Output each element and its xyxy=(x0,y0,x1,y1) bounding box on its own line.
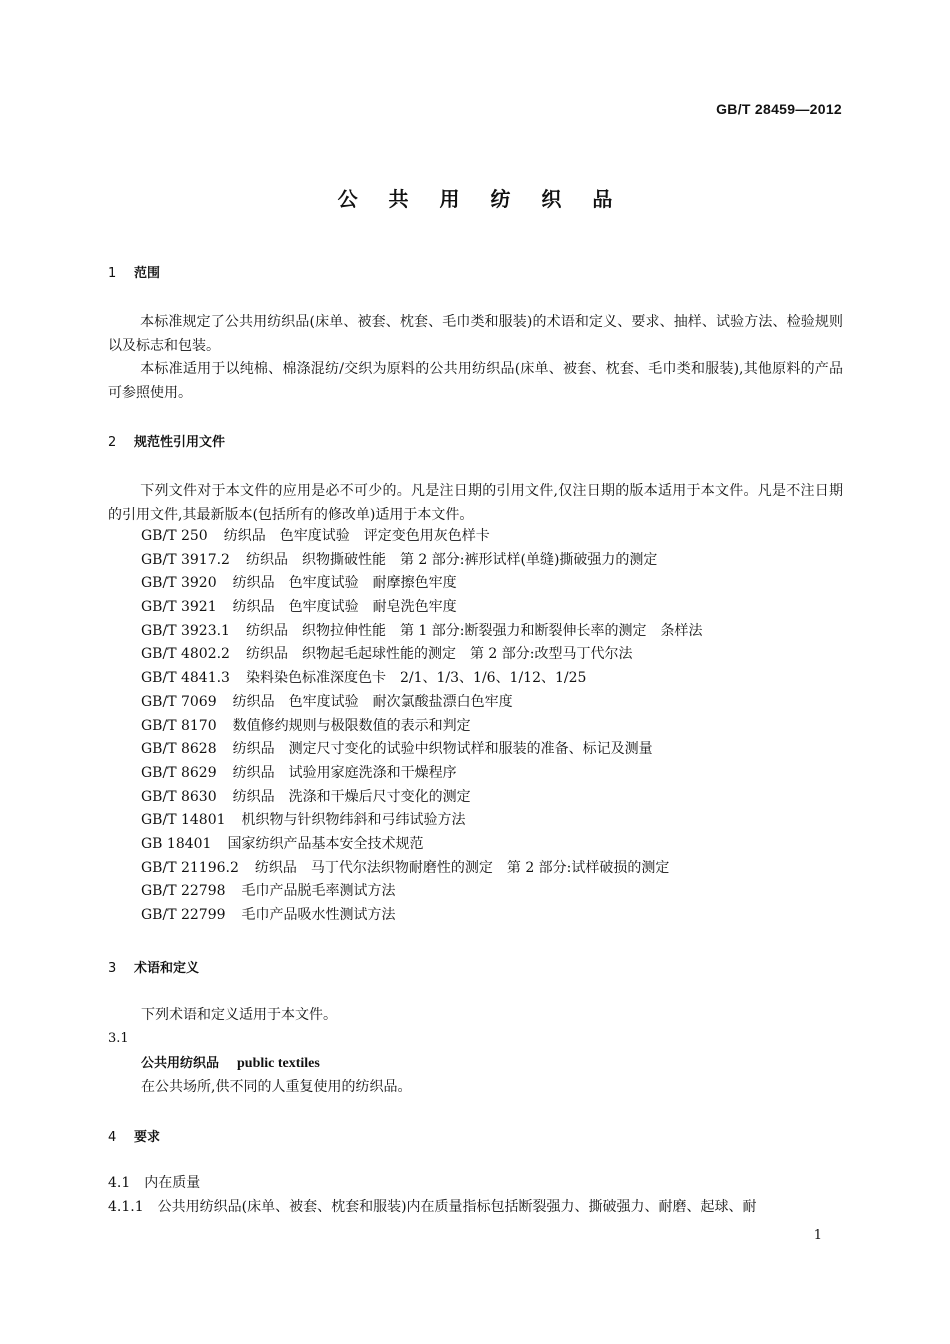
reference-code: GB/T 14801 xyxy=(141,812,226,829)
reference-item xyxy=(141,809,703,833)
reference-title: 纺织品 测定尺寸变化的试验中织物试样和服装的准备、标记及测量 xyxy=(232,741,653,758)
subsubsection-text: 公共用纺织品(床单、被套、枕套和服装)内在质量指标包括断裂强力、撕破强力、耐磨、起球、耐 xyxy=(157,1199,757,1215)
section-title: 范围 xyxy=(134,266,161,281)
subsubsection-number: 4.1.1 xyxy=(108,1199,144,1215)
reference-title: 纺织品 织物起毛起球性能的测定 第 2 部分:改型马丁代尔法 xyxy=(245,646,633,663)
reference-title: 纺织品 色牢度试验 耐皂洗色牢度 xyxy=(232,599,457,616)
reference-code: GB/T 3917.2 xyxy=(141,551,230,568)
reference-item xyxy=(141,738,703,762)
reference-item xyxy=(141,857,703,881)
reference-title: 纺织品 织物撕破性能 第 2 部分:裤形试样(单缝)撕破强力的测定 xyxy=(245,551,658,568)
reference-code: GB/T 4841.3 xyxy=(141,670,230,687)
term-chinese: 公共用纺织品 xyxy=(141,1056,220,1071)
term-english: public textiles xyxy=(237,1056,320,1071)
section-title: 要求 xyxy=(134,1130,161,1145)
reference-code: GB/T 8629 xyxy=(141,764,217,781)
reference-item xyxy=(141,833,703,857)
reference-item xyxy=(141,786,703,810)
refs-intro-paragraph xyxy=(108,479,843,527)
reference-title: 纺织品 色牢度试验 耐次氯酸盐漂白色牢度 xyxy=(232,693,513,710)
section-1-heading xyxy=(108,262,160,281)
reference-title: 毛巾产品吸水性测试方法 xyxy=(241,907,396,923)
reference-title: 毛巾产品脱毛率测试方法 xyxy=(241,883,396,900)
reference-list xyxy=(141,525,703,928)
reference-item xyxy=(141,620,703,644)
reference-title: 染料染色标准深度色卡 2/1、1/3、1/6、1/12、1/25 xyxy=(245,670,587,687)
reference-title: 国家纺织产品基本安全技术规范 xyxy=(227,835,424,852)
scope-paragraph-2-text: 本标准适用于以纯棉、棉涤混纺/交织为原料的公共用纺织品(床单、被套、枕套、毛巾类和服装),其他原料的产品可参照使用。 xyxy=(108,361,843,401)
refs-intro-text: 下列文件对于本文件的应用是必不可少的。凡是注日期的引用文件,仅注日期的版本适用于本文件。凡是不注日期的引用文件,其最新版本(包括所有的修改单)适用于本文件。 xyxy=(108,483,843,523)
page-number: 1 xyxy=(813,1228,822,1243)
reference-code: GB 18401 xyxy=(141,835,212,852)
section-title: 规范性引用文件 xyxy=(134,435,226,450)
reference-title: 纺织品 洗涤和干燥后尺寸变化的测定 xyxy=(232,788,471,805)
reference-item xyxy=(141,549,703,573)
standard-number: GB/T 28459—2012 xyxy=(716,101,842,117)
reference-code: GB/T 21196.2 xyxy=(141,859,239,876)
reference-title: 数值修约规则与极限数值的表示和判定 xyxy=(232,717,471,734)
section-number: 2 xyxy=(108,435,117,450)
document-title: 公 共 用 纺 织 品 xyxy=(337,187,625,211)
term-entry xyxy=(141,1051,320,1076)
reference-code: GB/T 22799 xyxy=(141,907,226,923)
scope-paragraph-2 xyxy=(108,357,843,405)
reference-item xyxy=(141,880,703,904)
subsection-number: 4.1 xyxy=(108,1175,131,1191)
reference-item xyxy=(141,762,703,786)
section-number: 1 xyxy=(108,266,117,281)
terms-intro: 下列术语和定义适用于本文件。 xyxy=(141,1007,337,1023)
reference-code: GB/T 3921 xyxy=(141,599,217,616)
section-3-heading xyxy=(108,957,199,976)
reference-title: 纺织品 马丁代尔法织物耐磨性的测定 第 2 部分:试样破损的测定 xyxy=(254,859,670,876)
reference-code: GB/T 22798 xyxy=(141,883,226,900)
reference-title: 纺织品 色牢度试验 耐摩擦色牢度 xyxy=(232,575,457,592)
section-2-heading xyxy=(108,431,225,450)
reference-code: GB/T 8630 xyxy=(141,788,217,805)
reference-code: GB/T 8628 xyxy=(141,741,217,758)
reference-code: GB/T 8170 xyxy=(141,717,217,734)
reference-item xyxy=(141,715,703,739)
reference-code: GB/T 3923.1 xyxy=(141,622,230,639)
subsection-title: 内在质量 xyxy=(144,1175,201,1191)
reference-code: GB/T 250 xyxy=(141,528,208,544)
reference-item xyxy=(141,643,703,667)
reference-title: 机织物与针织物纬斜和弓纬试验方法 xyxy=(241,812,466,829)
term-definition: 在公共场所,供不同的人重复使用的纺织品。 xyxy=(141,1079,412,1095)
reference-code: GB/T 4802.2 xyxy=(141,646,230,663)
reference-item xyxy=(141,596,703,620)
reference-code: GB/T 3920 xyxy=(141,575,217,592)
reference-code: GB/T 7069 xyxy=(141,693,217,710)
reference-item xyxy=(141,691,703,715)
reference-item xyxy=(141,572,703,596)
reference-title: 纺织品 织物拉伸性能 第 1 部分:断裂强力和断裂伸长率的测定 条样法 xyxy=(245,622,703,639)
section-4-heading xyxy=(108,1126,160,1145)
scope-paragraph-1-text: 本标准规定了公共用纺织品(床单、被套、枕套、毛巾类和服装)的术语和定义、要求、抽样、试验方法、检验规则以及标志和包装。 xyxy=(108,314,843,354)
subsection-4-1 xyxy=(108,1171,200,1195)
section-number: 3 xyxy=(108,961,117,976)
reference-title: 纺织品 试验用家庭洗涤和干燥程序 xyxy=(232,764,457,781)
reference-title: 纺织品 色牢度试验 评定变色用灰色样卡 xyxy=(223,528,490,544)
reference-item xyxy=(141,667,703,691)
term-number: 3.1 xyxy=(108,1031,129,1046)
reference-item xyxy=(141,904,703,928)
scope-paragraph-1 xyxy=(108,310,843,358)
reference-item xyxy=(141,525,703,549)
subsection-4-1-1 xyxy=(108,1195,757,1219)
section-number: 4 xyxy=(108,1130,117,1145)
section-title: 术语和定义 xyxy=(134,961,200,976)
